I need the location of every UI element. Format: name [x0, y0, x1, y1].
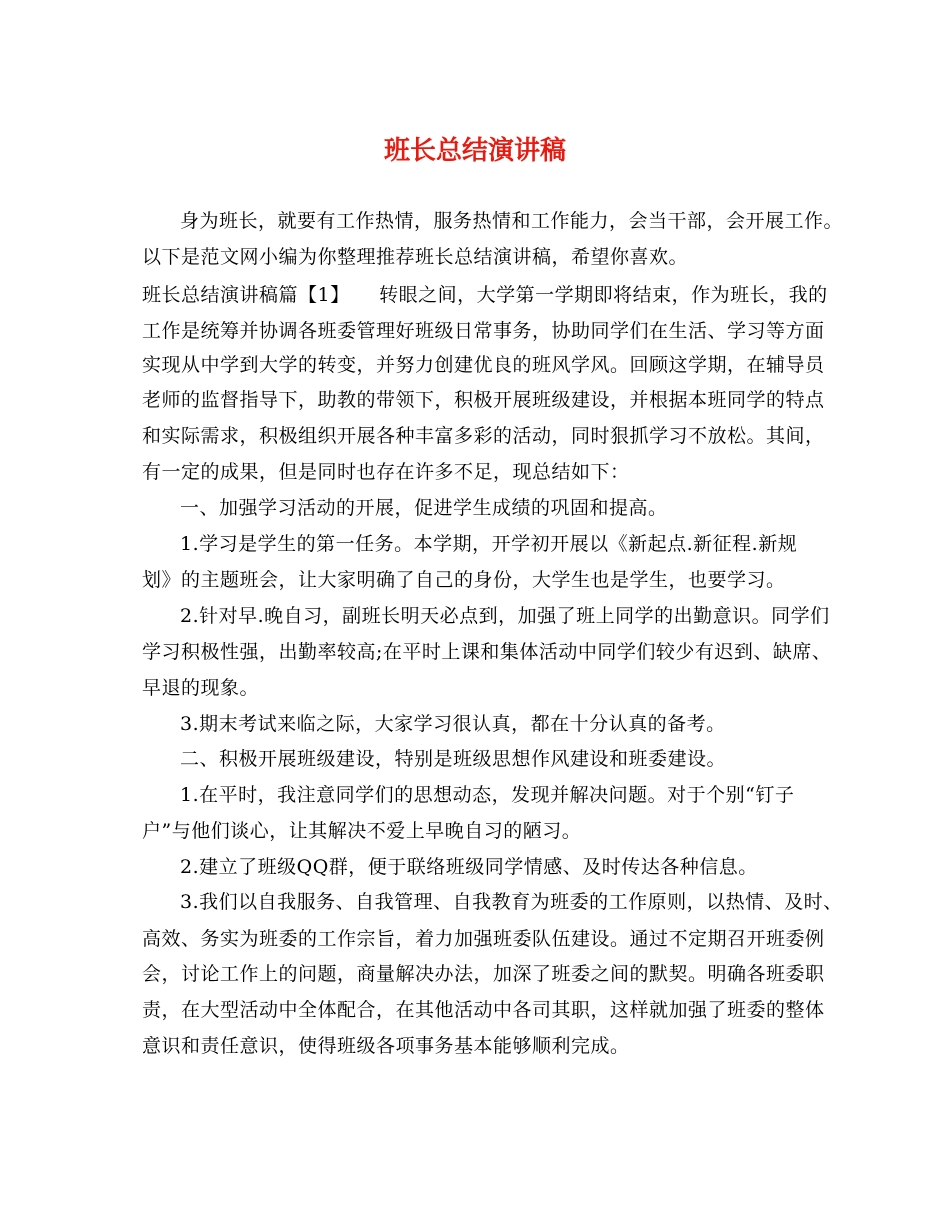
body-line: 二、积极开展班级建设，特别是班级思想作风建设和班委建设。: [180, 748, 727, 770]
body-line: 学习积极性强，出勤率较高;在平时上课和集体活动中同学们较少有迟到、缺席、: [142, 641, 832, 663]
body-line: 户”与他们谈心，让其解决不爱上早晚自习的陋习。: [142, 820, 582, 842]
body-line: 3.我们以自我服务、自我管理、自我教育为班委的工作原则，以热情、及时、: [180, 891, 843, 913]
body-line: 有一定的成果，但是同时也存在许多不足，现总结如下：: [142, 461, 630, 483]
body-line: 高效、务实为班委的工作宗旨，着力加强班委队伍建设。通过不定期召开班委例: [142, 928, 825, 950]
body-line: 2.针对早.晚自习，副班长明天必点到，加强了班上同学的出勤意识。同学们: [180, 605, 830, 627]
body-line: 3.期末考试来临之际，大家学习很认真，都在十分认真的备考。: [180, 713, 726, 735]
body-line: 意识和责任意识，使得班级各项事务基本能够顺利完成。: [142, 1035, 630, 1057]
document-title: 班长总结演讲稿: [383, 136, 566, 166]
body-line: 实现从中学到大学的转变，并努力创建优良的班风学风。回顾这学期，在辅导员: [142, 354, 825, 376]
body-line: 身为班长，就要有工作热情，服务热情和工作能力，会当干部，会开展工作。: [180, 210, 844, 232]
body-line: 会，讨论工作上的问题，商量解决办法，加深了班委之间的默契。明确各班委职: [142, 963, 825, 985]
body-line: 1.学习是学生的第一任务。本学期，开学初开展以《新起点.新征程.新规: [180, 533, 798, 555]
body-line: 工作是统筹并协调各班委管理好班级日常事务，协助同学们在生活、学习等方面: [142, 320, 825, 342]
body-line: 和实际需求，积极组织开展各种丰富多彩的活动，同时狠抓学习不放松。其间，: [142, 425, 825, 447]
body-line: 划》的主题班会，让大家明确了自己的身份，大学生也是学生，也要学习。: [142, 569, 786, 591]
body-line: 责，在大型活动中全体配合，在其他活动中各司其职，这样就加强了班委的整体: [142, 999, 825, 1021]
body-line: 早退的现象。: [142, 677, 260, 699]
body-line: 2.建立了班级QQ群，便于联络班级同学情感、及时传达各种信息。: [180, 856, 758, 878]
body-line: 1.在平时，我注意同学们的思想动态，发现并解决问题。对于个别“钉子: [180, 784, 795, 806]
body-line: 一、加强学习活动的开展，促进学生成绩的巩固和提高。: [180, 497, 668, 519]
body-line: 老师的监督指导下，助教的带领下，积极开展班级建设，并根据本班同学的特点: [142, 389, 825, 411]
body-line: 以下是范文网小编为你整理推荐班长总结演讲稿，希望你喜欢。: [142, 246, 689, 268]
body-line: 班长总结演讲稿篇【1】 转眼之间，大学第一学期即将结束，作为班长，我的: [142, 284, 828, 306]
